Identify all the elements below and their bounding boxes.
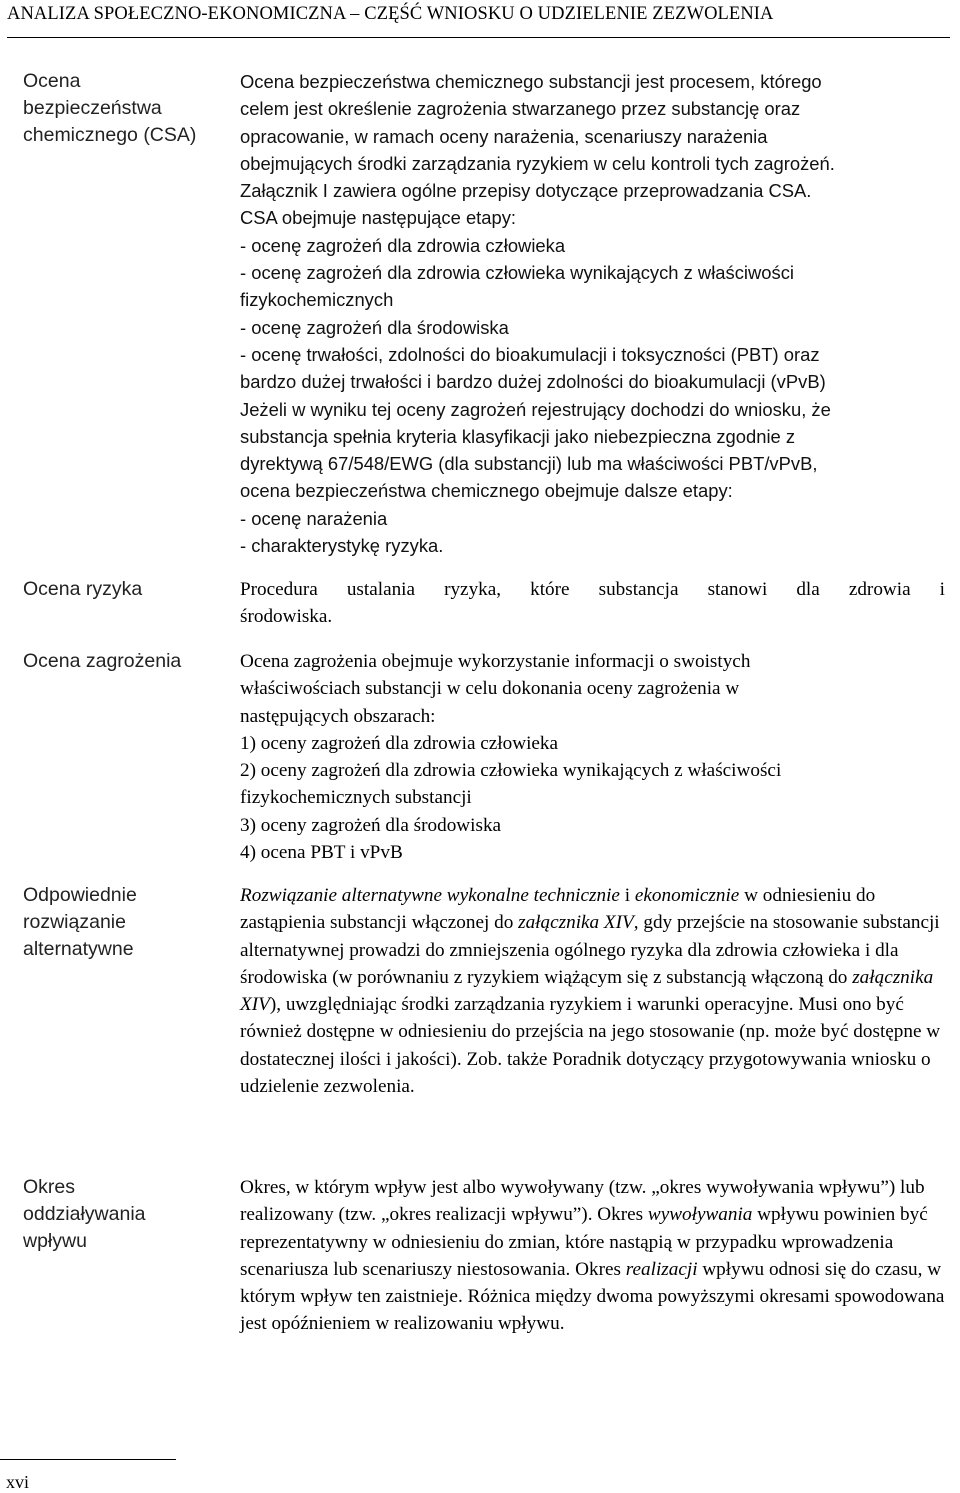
- term-line: chemicznego (CSA): [23, 124, 197, 146]
- definition-line: następujących obszarach:: [240, 705, 436, 727]
- definition-line: - charakterystykę ryzyka.: [240, 535, 444, 557]
- definition-line: 4) ocena PBT i vPvB: [240, 842, 403, 864]
- term-line: rozwiązanie: [23, 911, 126, 933]
- term-line: Okres: [23, 1176, 76, 1198]
- definition-suitable-alternative: [240, 882, 945, 1100]
- page-number: xvi: [6, 1472, 30, 1492]
- definition-line: opracowanie, w ramach oceny narażenia, scenariuszy narażenia: [240, 125, 768, 147]
- text: wpływu odnosi się do czasu, w którym wpływ ten zaistnieje. Różnica między dwoma powyższymi okresami spowodowana jest opóźnieniem w realizowaniu wpływu.: [240, 1258, 945, 1335]
- definition-line: Ocena bezpieczeństwa chemicznego substancji jest procesem, którego: [240, 71, 822, 92]
- page-header: [7, 4, 950, 38]
- definition-line: celem jest określenie zagrożenia stwarzanego przez substancję oraz: [240, 98, 801, 120]
- definition-csa: [240, 68, 945, 559]
- definition-line: fizykochemicznych substancji: [240, 787, 472, 809]
- definition-impact-period: [240, 1174, 945, 1338]
- definition-line: Załącznik I zawiera ogólne przepisy dotyczące przeprowadzania CSA.: [240, 180, 812, 202]
- definition-line: 3) oceny zagrożeń dla środowiska: [240, 814, 502, 836]
- term-line: Ocena: [23, 70, 81, 92]
- italic-text: załącznika XIV: [240, 966, 934, 1016]
- definition-line: - ocenę zagrożeń dla środowiska: [240, 316, 509, 338]
- term-line: Odpowiednie: [23, 884, 137, 906]
- term-line: bezpieczeństwa: [23, 97, 162, 119]
- definition-line: 1) oceny zagrożeń dla zdrowia człowieka: [240, 732, 559, 754]
- term-csa: [23, 68, 223, 149]
- text: , gdy przejście na stosowanie substancji alternatywnej prowadzi do zmniejszenia ogólnego ryzyka dla zdrowia człowieka i dla środowiska (w porównaniu z ryzykiem wiążącym się z substancją włączoną do: [240, 912, 940, 988]
- italic-text: załącznika XIV: [518, 912, 634, 934]
- definition-line: obejmujących środki zarządzania ryzykiem w celu kontroli tych zagrożeń.: [240, 152, 835, 174]
- definition-risk-assessment: [240, 576, 945, 631]
- term-hazard-assessment: [23, 648, 223, 675]
- definition-line: - ocenę zagrożeń dla zdrowia człowieka: [240, 234, 566, 256]
- definition-line: substancja spełnia kryteria klasyfikacji jako niebezpieczna zgodnie z: [240, 425, 796, 447]
- definition-line: 2) oceny zagrożeń dla zdrowia człowieka wynikających z właściwości: [240, 760, 782, 782]
- italic-text: ekonomicznie: [634, 885, 740, 906]
- definition-line: fizykochemicznych: [240, 289, 394, 311]
- definition-line: - ocenę narażenia: [240, 507, 388, 529]
- italic-text: wywoływania: [647, 1204, 753, 1226]
- header-title: ANALIZA SPOŁECZNO-EKONOMICZNA – CZĘŚĆ WNIOSKU O UDZIELENIE ZEZWOLENIA: [7, 4, 774, 24]
- definition-line: Jeżeli w wyniku tej oceny zagrożeń rejestrujący dochodzi do wniosku, że: [240, 398, 831, 420]
- term-line: Ocena zagrożenia: [23, 650, 182, 672]
- italic-text: Rozwiązanie alternatywne wykonalne technicznie: [240, 885, 620, 906]
- text: i: [619, 885, 635, 906]
- definition-hazard-assessment: [240, 648, 945, 866]
- definition-line: właściwościach substancji w celu dokonania oceny zagrożenia w: [240, 678, 740, 700]
- term-suitable-alternative: [23, 882, 223, 963]
- term-risk-assessment: [23, 576, 223, 603]
- definition-line: dyrektywą 67/548/EWG (dla substancji) lub ma właściwości PBT/vPvB,: [240, 453, 818, 475]
- term-line: wpływu: [23, 1230, 87, 1252]
- italic-text: realizacji: [625, 1258, 698, 1280]
- term-impact-period: [23, 1174, 223, 1255]
- footer-divider: [0, 1459, 176, 1460]
- definition-line: Ocena zagrożenia obejmuje wykorzystanie informacji o swoistych: [240, 651, 751, 672]
- term-line: oddziaływania: [23, 1203, 146, 1225]
- term-line: Ocena ryzyka: [23, 578, 143, 600]
- term-line: alternatywne: [23, 938, 134, 960]
- text: w odniesieniu do zastąpienia substancji włączonej do: [240, 885, 876, 934]
- definition-line: - ocenę zagrożeń dla zdrowia człowieka wynikających z właściwości: [240, 262, 794, 284]
- definition-line: bardzo dużej trwałości i bardzo dużej zdolności do bioakumulacji (vPvB): [240, 371, 826, 393]
- definition-line: - ocenę trwałości, zdolności do bioakumulacji i toksyczności (PBT) oraz: [240, 343, 820, 365]
- text: wpływu powinien być reprezentatywny w odniesieniu do zmian, które nastąpią w przypadku wprowadzenia scenariusza lub scenariuszy niestosowania. Okres: [240, 1204, 928, 1280]
- definition-line: ocena bezpieczeństwa chemicznego obejmuje dalsze etapy:: [240, 480, 733, 502]
- text: Okres, w którym wpływ jest albo wywoływany (tzw. „okres wywoływania wpływu”) lub realizowany (tzw. „okres realizacji wpływu”). Okres: [240, 1177, 925, 1226]
- definition-line: Procedura ustalania ryzyka, które substancja stanowi dla zdrowia i: [240, 579, 945, 600]
- text: ), uwzględniając środki zarządzania ryzykiem i warunki operacyjne. Musi ono być również dostępne w odniesieniu do przejścia na jego stosowanie (np. może być dostępne w dostatecznej ilości i jakości). Zob. także Poradnik dotyczący przygotowywania wniosku o udzielenie zezwolenia.: [240, 994, 941, 1098]
- definition-line: środowiska.: [240, 606, 333, 628]
- definition-line: CSA obejmuje następujące etapy:: [240, 207, 517, 229]
